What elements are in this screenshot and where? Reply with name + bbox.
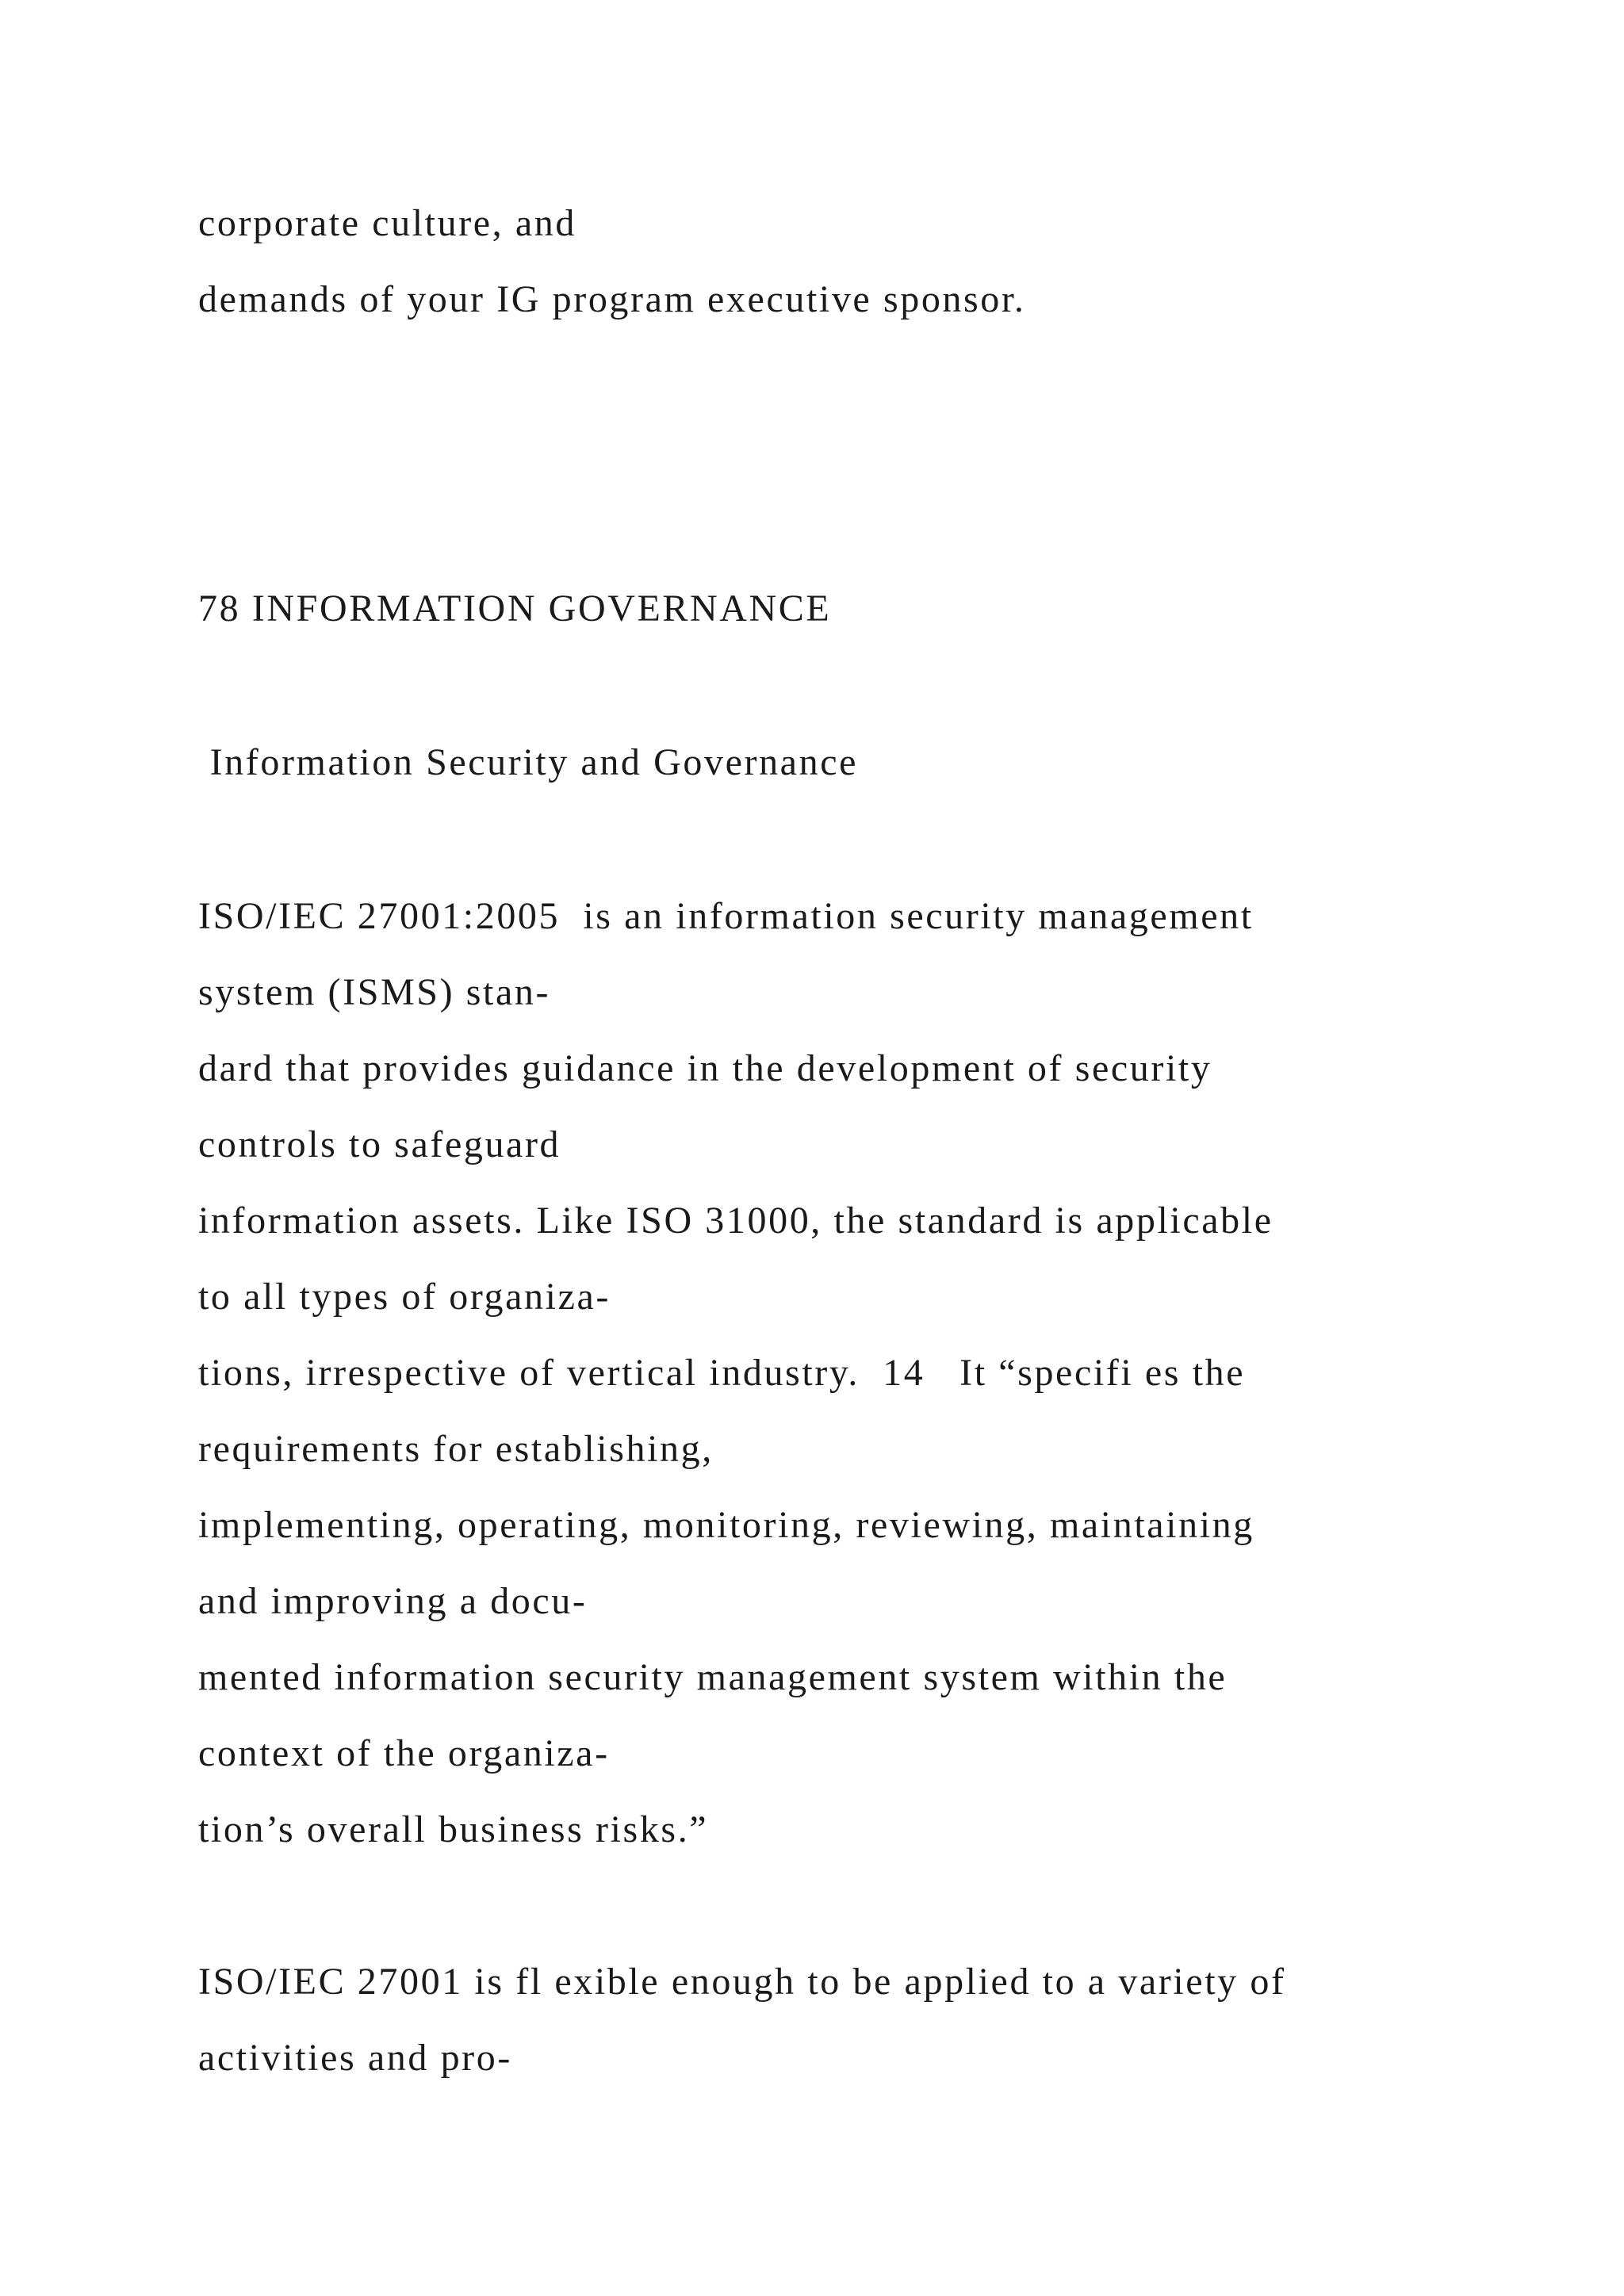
text-line: activities and pro- <box>198 2037 512 2079</box>
text-line: ISO/IEC 27001:2005 is an information security management <box>198 895 1254 937</box>
text-line: controls to safeguard <box>198 1123 561 1165</box>
text-line: demands of your IG program executive sponsor. <box>198 278 1026 320</box>
running-header: 78 INFORMATION GOVERNANCE <box>198 587 832 629</box>
text-line: ISO/IEC 27001 is fl exible enough to be applied to a variety of <box>198 1961 1286 2003</box>
text-line: information assets. Like ISO 31000, the standard is applicable <box>198 1200 1274 1242</box>
text-line: system (ISMS) stan- <box>198 971 551 1013</box>
text-line: to all types of organiza- <box>198 1276 611 1318</box>
text-line: implementing, operating, monitoring, reviewing, maintaining <box>198 1504 1254 1546</box>
text-line: requirements for establishing, <box>198 1428 714 1470</box>
text-line: and improving a docu- <box>198 1580 588 1622</box>
text-line: corporate culture, and <box>198 202 576 244</box>
text-line: dard that provides guidance in the development of security <box>198 1047 1212 1089</box>
text-line: tion’s overall business risks.” <box>198 1808 709 1850</box>
section-heading: Information Security and Governance <box>198 741 858 783</box>
text-line: context of the organiza- <box>198 1732 610 1774</box>
text-line: tions, irrespective of vertical industry. 14 It “specifi es the <box>198 1352 1246 1394</box>
text-line: mented information security management system within the <box>198 1656 1228 1698</box>
